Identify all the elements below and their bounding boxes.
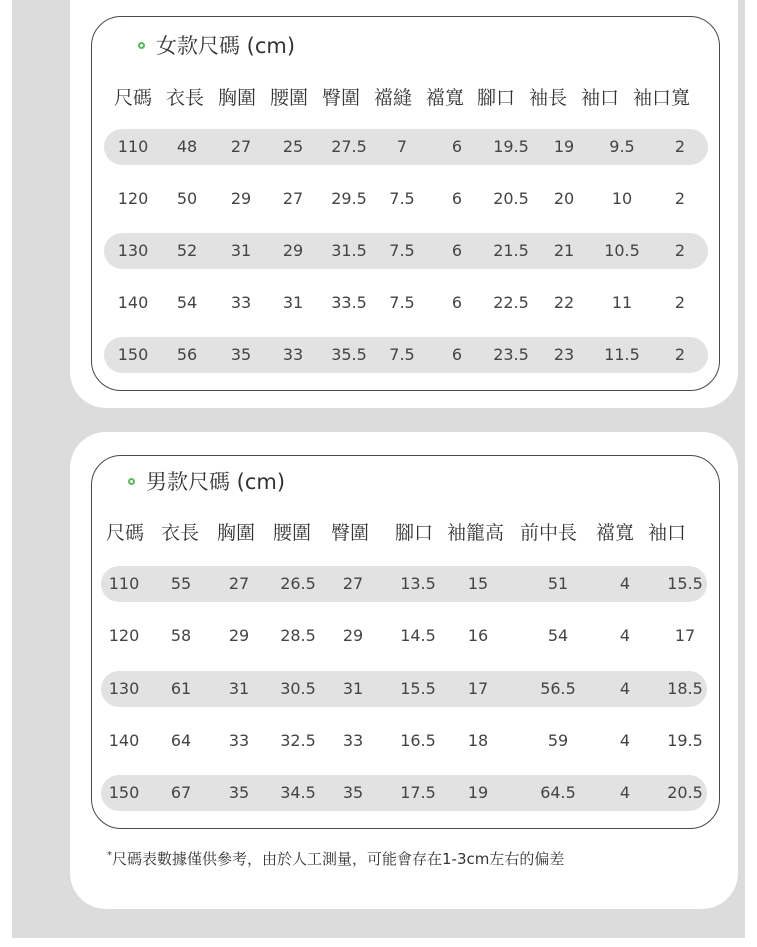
women-header-cell: 袖口寬 (633, 87, 691, 109)
men-header-cell: 臀圍 (331, 522, 370, 544)
table-cell: 35 (230, 345, 252, 364)
table-cell: 19 (467, 783, 489, 802)
bullet-dot-icon (128, 478, 135, 485)
table-cell: 29.5 (331, 189, 367, 208)
table-cell: 6 (451, 137, 463, 156)
women-header-cell: 胸圍 (218, 87, 257, 109)
women-table-header (0, 83, 757, 113)
table-cell: 29 (228, 626, 250, 645)
table-cell: 31 (230, 241, 252, 260)
table-cell: 4 (619, 731, 631, 750)
women-header-cell: 腰圍 (270, 87, 309, 109)
bullet-dot-icon (138, 42, 145, 49)
table-cell: 15 (467, 574, 489, 593)
table-cell: 140 (108, 731, 140, 750)
table-cell: 21 (553, 241, 575, 260)
men-header-cell: 尺碼 (106, 522, 145, 544)
table-cell: 35 (228, 783, 250, 802)
table-cell: 64.5 (540, 783, 576, 802)
table-cell: 4 (619, 679, 631, 698)
table-cell: 7.5 (389, 293, 415, 312)
table-cell: 20.5 (667, 783, 703, 802)
table-cell: 52 (176, 241, 198, 260)
table-cell: 19.5 (493, 137, 529, 156)
table-cell: 22.5 (493, 293, 529, 312)
table-cell: 56.5 (540, 679, 576, 698)
table-cell: 10.5 (604, 241, 640, 260)
table-row (104, 233, 708, 269)
men-section-title (128, 466, 285, 496)
table-cell: 7 (396, 137, 408, 156)
table-cell: 6 (451, 293, 463, 312)
table-cell: 58 (170, 626, 192, 645)
women-title-text: 女款尺碼 (cm) (156, 34, 296, 58)
table-cell: 54 (176, 293, 198, 312)
table-cell: 110 (108, 574, 140, 593)
men-title-text: 男款尺碼 (cm) (146, 470, 286, 494)
table-cell: 48 (176, 137, 198, 156)
women-header-cell: 臀圍 (322, 87, 361, 109)
table-cell: 13.5 (400, 574, 436, 593)
women-header-cell: 袖口 (581, 87, 620, 109)
women-header-cell: 襠縫 (374, 87, 413, 109)
table-cell: 56 (176, 345, 198, 364)
table-cell: 16 (467, 626, 489, 645)
table-cell: 22 (553, 293, 575, 312)
table-cell: 31.5 (331, 241, 367, 260)
table-cell: 27 (342, 574, 364, 593)
table-cell: 33.5 (331, 293, 367, 312)
table-cell: 16.5 (400, 731, 436, 750)
table-cell: 15.5 (400, 679, 436, 698)
table-cell: 2 (674, 345, 686, 364)
table-cell: 21.5 (493, 241, 529, 260)
table-cell: 26.5 (280, 574, 316, 593)
table-row (101, 566, 707, 602)
table-cell: 15.5 (667, 574, 703, 593)
table-cell: 150 (117, 345, 149, 364)
table-cell: 6 (451, 189, 463, 208)
table-row (104, 129, 708, 165)
table-cell: 20.5 (493, 189, 529, 208)
table-cell: 17 (467, 679, 489, 698)
women-header-cell: 尺碼 (114, 87, 153, 109)
table-cell: 2 (674, 293, 686, 312)
table-cell: 28.5 (280, 626, 316, 645)
table-cell: 33 (282, 345, 304, 364)
table-cell: 27 (230, 137, 252, 156)
table-row (101, 775, 707, 811)
table-cell: 10 (611, 189, 633, 208)
table-cell: 61 (170, 679, 192, 698)
women-header-cell: 袖長 (529, 87, 568, 109)
men-header-cell: 前中長 (520, 522, 578, 544)
table-cell: 7.5 (389, 189, 415, 208)
women-header-cell: 襠寬 (426, 87, 465, 109)
table-cell: 20 (553, 189, 575, 208)
table-cell: 35 (342, 783, 364, 802)
table-cell: 7.5 (389, 241, 415, 260)
women-section-title (138, 30, 295, 60)
table-cell: 31 (342, 679, 364, 698)
note-mark: * (107, 850, 112, 861)
table-cell: 67 (170, 783, 192, 802)
table-cell: 6 (451, 241, 463, 260)
table-cell: 29 (282, 241, 304, 260)
table-cell: 23 (553, 345, 575, 364)
table-row (101, 723, 707, 759)
table-cell: 33 (228, 731, 250, 750)
table-cell: 27 (282, 189, 304, 208)
table-cell: 2 (674, 137, 686, 156)
table-cell: 6 (451, 345, 463, 364)
women-header-cell: 腳口 (477, 87, 516, 109)
table-cell: 4 (619, 574, 631, 593)
table-cell: 33 (230, 293, 252, 312)
table-row (101, 671, 707, 707)
table-cell: 11 (611, 293, 633, 312)
men-header-cell: 袖口 (648, 522, 687, 544)
table-cell: 18 (467, 731, 489, 750)
table-row (104, 285, 708, 321)
table-cell: 4 (619, 783, 631, 802)
table-cell: 14.5 (400, 626, 436, 645)
table-cell: 27.5 (331, 137, 367, 156)
table-cell: 29 (230, 189, 252, 208)
table-cell: 34.5 (280, 783, 316, 802)
men-header-cell: 胸圍 (217, 522, 256, 544)
table-cell: 17.5 (400, 783, 436, 802)
men-header-cell: 袖籠高 (447, 522, 505, 544)
table-cell: 130 (108, 679, 140, 698)
men-header-cell: 衣長 (161, 522, 200, 544)
table-cell: 9.5 (609, 137, 635, 156)
table-cell: 11.5 (604, 345, 640, 364)
table-cell: 32.5 (280, 731, 316, 750)
table-cell: 33 (342, 731, 364, 750)
men-header-cell: 襠寬 (596, 522, 635, 544)
table-cell: 23.5 (493, 345, 529, 364)
men-table-header (0, 518, 757, 548)
table-cell: 17 (674, 626, 696, 645)
table-cell: 27 (228, 574, 250, 593)
table-cell: 150 (108, 783, 140, 802)
table-cell: 7.5 (389, 345, 415, 364)
table-cell: 31 (228, 679, 250, 698)
men-header-cell: 腳口 (395, 522, 434, 544)
table-cell: 19.5 (667, 731, 703, 750)
table-cell: 59 (547, 731, 569, 750)
table-cell: 29 (342, 626, 364, 645)
note-text: 尺碼表數據僅供參考，由於人工測量，可能會存在1-3cm左右的偏差 (112, 850, 565, 868)
table-cell: 54 (547, 626, 569, 645)
table-cell: 19 (553, 137, 575, 156)
men-header-cell: 腰圍 (273, 522, 312, 544)
table-cell: 140 (117, 293, 149, 312)
table-cell: 120 (108, 626, 140, 645)
table-cell: 130 (117, 241, 149, 260)
table-cell: 31 (282, 293, 304, 312)
table-cell: 64 (170, 731, 192, 750)
table-cell: 30.5 (280, 679, 316, 698)
table-cell: 2 (674, 241, 686, 260)
table-cell: 18.5 (667, 679, 703, 698)
table-cell: 50 (176, 189, 198, 208)
table-row (104, 181, 708, 217)
table-cell: 51 (547, 574, 569, 593)
disclaimer-note (107, 848, 564, 869)
table-row (101, 618, 707, 654)
table-cell: 55 (170, 574, 192, 593)
table-cell: 35.5 (331, 345, 367, 364)
table-cell: 4 (619, 626, 631, 645)
table-cell: 2 (674, 189, 686, 208)
table-cell: 25 (282, 137, 304, 156)
table-cell: 110 (117, 137, 149, 156)
table-row (104, 337, 708, 373)
table-cell: 120 (117, 189, 149, 208)
women-header-cell: 衣長 (166, 87, 205, 109)
